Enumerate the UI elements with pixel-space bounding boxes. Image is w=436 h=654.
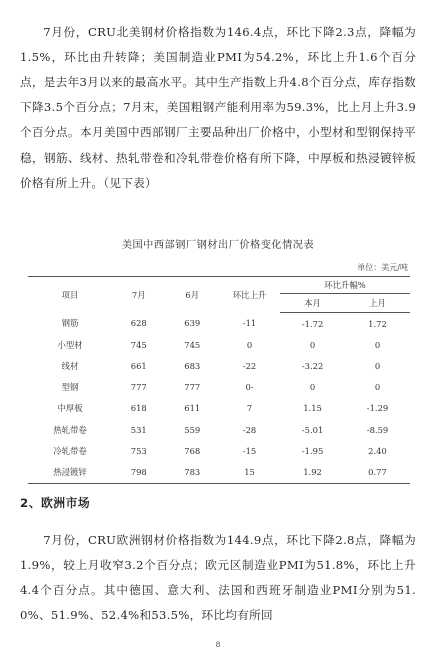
cell-this-month: -1.95 xyxy=(301,445,324,456)
cell-last-month: 0 xyxy=(374,339,381,350)
page-number: 8 xyxy=(215,640,221,649)
table-row xyxy=(28,419,410,440)
table-row xyxy=(28,440,410,461)
cell-jun: 639 xyxy=(184,318,201,329)
cell-jul: 628 xyxy=(130,318,147,329)
paragraph-north-america: 7月份，CRU北美钢材价格指数为146.4点，环比下降2.3点，降幅为1.5%，环比由升转降；美国制造业PMI为54.2%，环比上升1.6个百分点，是去年3月以来的最高水平。其中生产指数上升4.8个百分点，库存指数下降3.5个百分点；7月末，美国粗钢产能利用率为59.3%，比上月上升3.9个百分点。本月美国中西部钢厂主要品种出厂价格中，小型材和型钢保持平稳，钢筋、线材、热轧带卷和冷轧带卷价格有所下降，中厚板和热浸镀锌板价格有所上升。（见下表） xyxy=(20,24,416,190)
table-row xyxy=(28,313,410,335)
table-row xyxy=(28,377,410,398)
cell-change: 0- xyxy=(245,382,254,393)
cell-item: 中厚板 xyxy=(57,403,83,414)
table-unit: 单位：美元/吨 xyxy=(357,263,408,272)
header-item: 项目 xyxy=(28,277,112,313)
header-last-month: 上月 xyxy=(345,294,410,313)
cell-jul: 661 xyxy=(130,360,147,371)
cell-change: -11 xyxy=(242,318,257,329)
cell-jun: 559 xyxy=(184,424,201,435)
cell-item: 钢筋 xyxy=(61,318,79,329)
cell-item: 热轧带卷 xyxy=(53,424,87,435)
cell-this-month: -5.01 xyxy=(301,424,324,435)
table-row xyxy=(28,334,410,355)
cell-change: -22 xyxy=(242,360,257,371)
cell-jun: 777 xyxy=(184,382,201,393)
cell-jun: 611 xyxy=(184,403,201,414)
cell-change: -15 xyxy=(242,445,257,456)
cell-last-month: 1.72 xyxy=(368,318,387,329)
table-row xyxy=(28,461,410,483)
header-jul: 7月 xyxy=(112,277,165,313)
header-change: 环比上升 xyxy=(219,277,280,313)
table-row xyxy=(28,355,410,376)
cell-change: 15 xyxy=(219,461,280,483)
cell-jul: 798 xyxy=(112,461,165,483)
cell-last-month: 0 xyxy=(374,360,381,371)
cell-jun: 783 xyxy=(166,461,219,483)
header-jun: 6月 xyxy=(166,277,219,313)
table-row xyxy=(28,398,410,419)
cell-this-month: 0 xyxy=(309,382,316,393)
cell-item: 小型材 xyxy=(57,339,83,350)
cell-item: 型钢 xyxy=(61,382,79,393)
cell-jul: 531 xyxy=(130,424,147,435)
cell-this-month: -1.72 xyxy=(301,318,324,329)
section-heading-europe: 2、欧洲市场 xyxy=(20,496,91,510)
cell-change: 7 xyxy=(246,403,253,414)
cell-item: 冷轧带卷 xyxy=(53,445,87,456)
cell-this-month: 1.92 xyxy=(280,461,345,483)
header-pct-group: 环比升幅% xyxy=(280,277,410,294)
cell-this-month: -3.22 xyxy=(301,360,324,371)
cell-jul: 753 xyxy=(130,445,147,456)
cell-jun: 683 xyxy=(184,360,201,371)
cell-this-month: 1.15 xyxy=(303,403,322,414)
cell-jun: 768 xyxy=(184,445,201,456)
header-this-month: 本月 xyxy=(280,294,345,313)
cell-last-month: 2.40 xyxy=(368,445,387,456)
cell-this-month: 0 xyxy=(309,339,316,350)
price-table xyxy=(28,276,410,484)
cell-last-month: -1.29 xyxy=(366,403,389,414)
cell-change: -28 xyxy=(242,424,257,435)
cell-jun: 745 xyxy=(184,339,201,350)
table-header-row xyxy=(28,277,410,294)
paragraph-europe: 7月份，CRU欧洲钢材价格指数为144.9点，环比下降2.8点，降幅为1.9%，较上月收窄3.2个百分点；欧元区制造业PMI为51.8%，环比上升4.4个百分点。其中德国、意大利、法国和西班牙制造业PMI分别为51.0%、51.9%、52.4%和53.5%，环比均有所回 xyxy=(20,532,416,623)
cell-last-month: -8.59 xyxy=(366,424,389,435)
cell-last-month: 0.77 xyxy=(345,461,410,483)
cell-last-month: 0 xyxy=(374,382,381,393)
table-title: 美国中西部钢厂钢材出厂价格变化情况表 xyxy=(121,240,315,251)
cell-change: 0 xyxy=(246,339,253,350)
cell-jul: 745 xyxy=(130,339,147,350)
cell-item: 线材 xyxy=(61,360,79,371)
cell-jul: 618 xyxy=(130,403,147,414)
cell-jul: 777 xyxy=(130,382,147,393)
cell-item: 热浸镀锌 xyxy=(28,461,112,483)
